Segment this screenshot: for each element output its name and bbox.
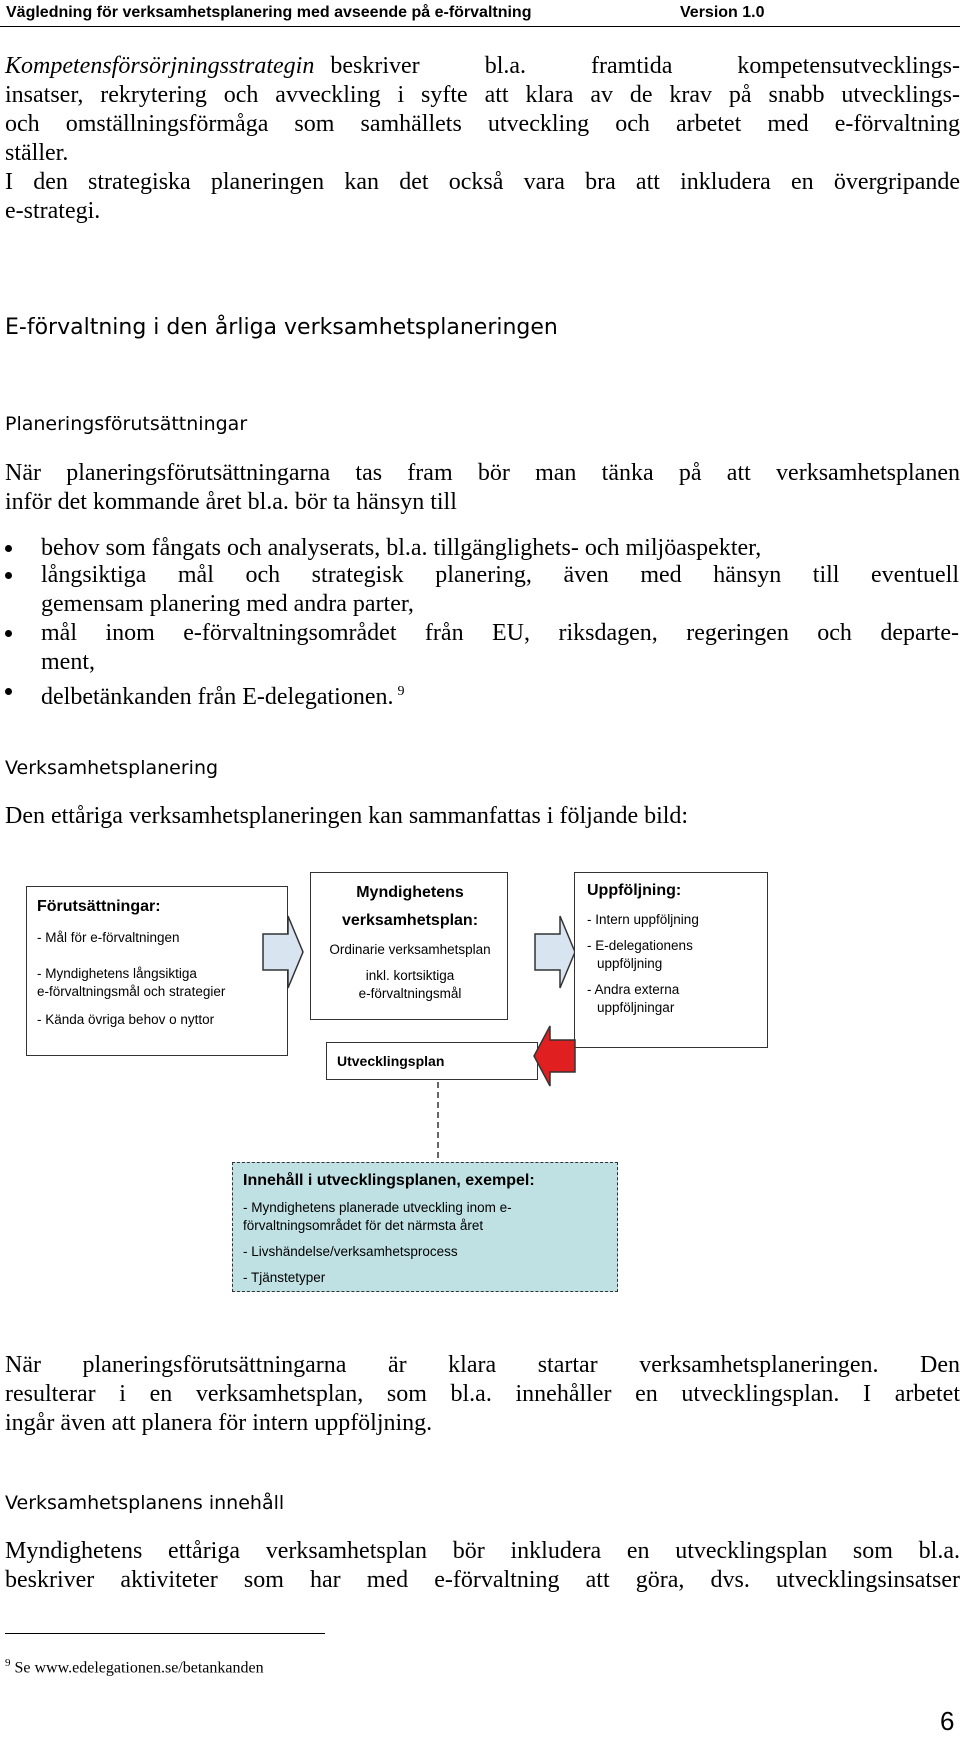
bullet-item [5, 561, 960, 621]
planning-diagram [0, 870, 960, 1330]
footnote-number: 9 [5, 1657, 11, 1669]
intro-line-4: ställer. [5, 140, 69, 166]
verksamhetsplan-title-1: Myndighetens [356, 884, 464, 901]
after-diagram-line-3: ingår även att planera för intern uppföljning. [5, 1410, 433, 1436]
innehall-title: Innehåll i utvecklingsplanen, exempel: [243, 1172, 535, 1189]
bullet-dot [5, 572, 12, 579]
intro-term: Kompetensförsörjningsstrategin [5, 53, 315, 79]
bullet-dot [5, 688, 12, 695]
innehall-item: - Livshändelse/verksamhetsprocess [243, 1244, 458, 1259]
intro-line-2: insatser, rekrytering och avveckling i syfte att klara av de krav på snabb utvecklings- [5, 82, 960, 108]
innehall-item: - Myndighetens planerade utveckling inom e- [243, 1200, 512, 1215]
after-diagram-line-2: resulterar i en verksamhetsplan, som bl.a. innehåller en utvecklingsplan. I arbetet [5, 1381, 960, 1407]
bullet-text: långsiktiga mål och strategisk planering, även med hänsyn till eventuell [41, 562, 959, 588]
bullet-text-cont: gemensam planering med andra parter, [41, 591, 414, 617]
uppfoljning-item: - Intern uppföljning [587, 912, 699, 927]
arrow-right-icon [534, 914, 576, 990]
innehall-line-1: Myndighetens ettåriga verksamhetsplan bör inkludera en utvecklingsplan som bl.a. [5, 1538, 960, 1564]
uppfoljning-title: Uppföljning: [587, 882, 682, 899]
verksamhetsplan-line: inkl. kortsiktiga [365, 968, 455, 983]
forutsattningar-item: e-förvaltningsmål och strategier [37, 984, 226, 999]
uppfoljning-item: uppföljning [597, 956, 663, 971]
bullet-text [41, 677, 959, 712]
intro-line-1 [5, 52, 960, 81]
footnote-ref: 9 [397, 684, 405, 699]
bullet-text-cont: ment, [41, 649, 95, 675]
bullet-text-content: delbetänkanden från E-delegationen. [41, 684, 394, 710]
footnote-text: Se www.edelegationen.se/betankanden [14, 1659, 264, 1677]
bullet-item [5, 534, 960, 564]
innehall-line-2: beskriver aktiviteter som har med e-förvaltning att göra, dvs. utvecklingsinsatser [5, 1567, 960, 1593]
uppfoljning-item: uppföljningar [597, 1000, 675, 1015]
section-heading: E-förvaltning i den årliga verksamhetsplaneringen [5, 315, 558, 340]
arrow-left-red-icon [532, 1024, 576, 1088]
verksamhetsplan-title-2: verksamhetsplan: [341, 912, 479, 929]
intro-line-3: och omställningsförmåga som samhällets utveckling och arbetet med e-förvaltning [5, 111, 960, 137]
planering-line-2: inför det kommande året bl.a. bör ta hänsyn till [5, 489, 457, 515]
verksamhetsplan-box [310, 872, 508, 1020]
uppfoljning-box [574, 872, 768, 1048]
bullet-dot [5, 630, 12, 637]
uppfoljning-item: - E-delegationens [587, 938, 693, 953]
bullet-dot [5, 545, 12, 552]
forutsattningar-item: - Myndighetens långsiktiga [37, 966, 197, 981]
bullet-text: behov som fångats och analyserats, bl.a. tillgänglighets- och miljöaspekter, [41, 535, 762, 561]
page-number: 6 [940, 1706, 955, 1736]
bullet-item [5, 677, 960, 710]
innehall-box [232, 1162, 618, 1292]
forutsattningar-item: - Kända övriga behov o nyttor [37, 1012, 215, 1027]
header-rule [0, 26, 960, 27]
forutsattningar-item: - Mål för e-förvaltningen [37, 930, 180, 945]
innehall-item: förvaltningsområdet för det närmsta året [243, 1218, 484, 1233]
intro-line-5: I den strategiska planeringen kan det också vara bra att inkludera en övergripande [5, 169, 960, 195]
verksamhetsplan-line: Ordinarie verksamhetsplan [329, 942, 491, 957]
forutsattningar-box [26, 886, 288, 1056]
forutsattningar-title: Förutsättningar: [37, 898, 161, 915]
intro-text-1: beskriver bl.a. framtida kompetensutvecklings- [330, 53, 960, 79]
uppfoljning-item: - Andra externa [587, 982, 680, 997]
planering-line-1: När planeringsförutsättningarna tas fram bör man tänka på att verksamhetsplanen [5, 460, 960, 486]
innehall-heading: Verksamhetsplanens innehåll [5, 1492, 285, 1514]
bullet-item [5, 619, 960, 679]
footnote-rule [5, 1633, 325, 1634]
utvecklingsplan-box [326, 1042, 538, 1080]
after-diagram-line-1: När planeringsförutsättningarna är klara startar verksamhetsplaneringen. Den [5, 1352, 960, 1378]
utvecklingsplan-label: Utvecklingsplan [337, 1053, 445, 1069]
innehall-item: - Tjänstetyper [243, 1270, 326, 1285]
arrow-right-icon [262, 914, 304, 990]
intro-line-6: e-strategi. [5, 198, 101, 224]
footnote [5, 1653, 264, 1678]
verksamhetsplan-line: e-förvaltningsmål [358, 986, 462, 1001]
running-header-version: Version 1.0 [680, 4, 765, 21]
verksamhetsplanering-text: Den ettåriga verksamhetsplaneringen kan sammanfattas i följande bild: [5, 803, 689, 829]
bullet-text: mål inom e-förvaltningsområdet från EU, riksdagen, regeringen och departe- [41, 620, 959, 646]
planeringsforutsattningar-heading: Planeringsförutsättningar [5, 413, 248, 435]
verksamhetsplanering-heading: Verksamhetsplanering [5, 757, 219, 779]
running-header-title: Vägledning för verksamhetsplanering med avseende på e-förvaltning [6, 4, 532, 21]
